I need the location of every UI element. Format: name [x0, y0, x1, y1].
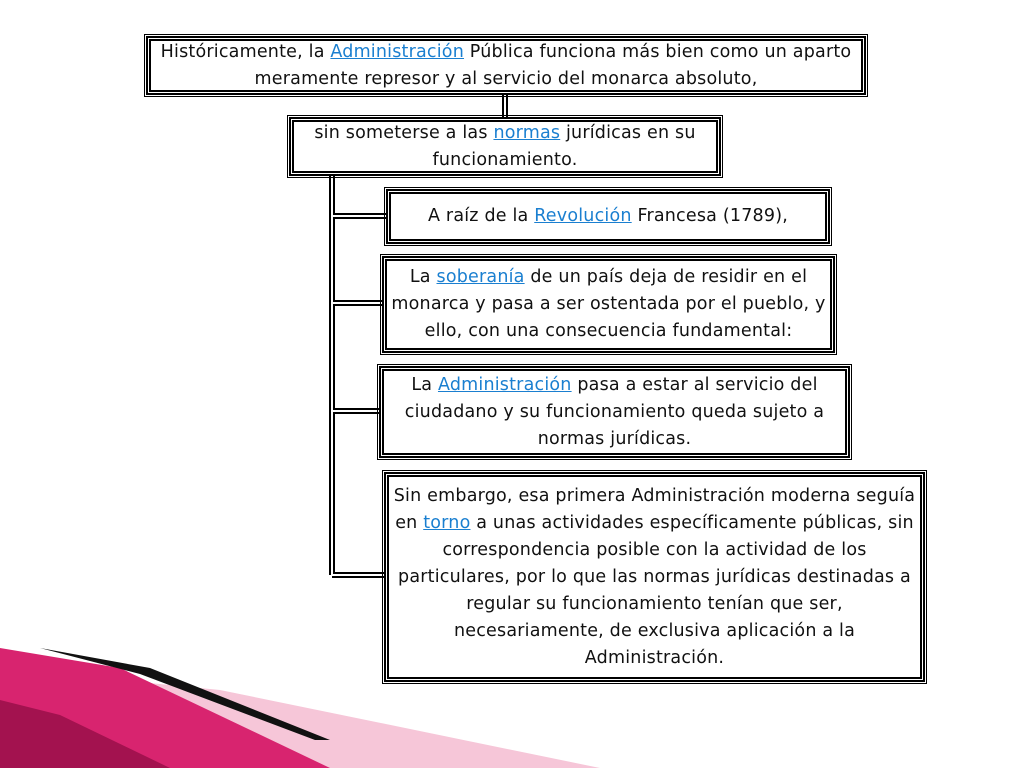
link-normas[interactable]: normas	[493, 122, 561, 143]
node-4-text-start: La	[409, 267, 437, 287]
node-modern-administration	[384, 472, 925, 682]
node-2-text-start: sin someterse a las	[314, 122, 494, 143]
node-french-revolution	[386, 189, 830, 244]
link-revolucion[interactable]: Revolución	[534, 206, 632, 226]
node-1-text-end: Pública funciona más bien como un aparto meramente represor y al servicio del monarca absoluto,	[254, 41, 852, 89]
link-administracion-2[interactable]: Administración	[437, 374, 572, 395]
node-5-text-start: La	[411, 374, 438, 395]
node-citizen-service	[379, 366, 850, 458]
node-2-text-end: jurídicas en su funcionamiento.	[432, 122, 696, 170]
node-1-text-start: Históricamente, la	[160, 41, 331, 62]
link-torno[interactable]: torno	[423, 512, 471, 533]
node-4-text-end: de un país deja de residir en el monarca y pasa a ser ostentada por el pueblo, y ello, con una consecuencia fundamental:	[391, 267, 826, 341]
node-legal-norms	[289, 117, 721, 176]
node-historical-administration	[146, 36, 866, 95]
node-5-text-end: pasa a estar al servicio del ciudadano y su funcionamiento queda sujeto a normas jurídicas.	[404, 374, 825, 449]
node-3-text-start: A raíz de la	[427, 206, 535, 226]
link-soberania[interactable]: soberanía	[436, 267, 525, 287]
node-sovereignty	[382, 256, 835, 353]
link-administracion[interactable]: Administración	[330, 41, 465, 62]
node-3-text-end: Francesa (1789),	[631, 206, 788, 226]
node-6-text-start: Sin embargo, esa primera Administración moderna seguía en	[393, 485, 916, 533]
node-6-text-end: a unas actividades específicamente públicas, sin correspondencia posible con la actividad de los particulares, por lo que las normas jurídicas destinadas a regular su funcionamiento tenían que ser, necesariamente, de exclusiva aplicación a la Administración.	[398, 512, 914, 668]
